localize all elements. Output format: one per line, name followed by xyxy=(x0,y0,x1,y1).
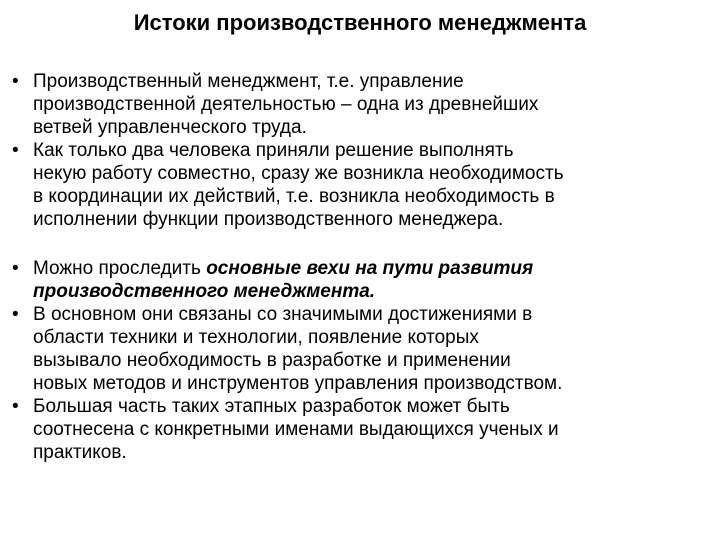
bullet-plain-text: Можно проследить xyxy=(33,258,207,279)
bullet-item xyxy=(0,303,680,395)
bullet-text: Как только два человека приняли решение выполнять некую работу совместно, сразу же возникла необходимость в координации их действий, т.е. возникла необходимость в исполнении функции производственного менеджера. xyxy=(33,140,564,230)
bullet-dot-icon: • xyxy=(12,71,19,92)
bullet-dot-icon: • xyxy=(12,304,19,325)
bullet-item xyxy=(0,70,680,139)
bullet-text xyxy=(33,257,680,303)
bullet-dot-icon: • xyxy=(12,396,19,417)
slide-title: Истоки производственного менеджмента xyxy=(133,10,587,35)
bullet-text: Производственный менеджмент, т.е. управление производственной деятельностью – одна из древнейших ветвей управленческого труда. xyxy=(33,71,539,138)
bullet-list xyxy=(0,70,720,464)
bullet-text: В основном они связаны со значимыми достижениями в области техники и технологии, появление которых вызывало необходимость в разработке и применении новых методов и инструментов управления производством. xyxy=(33,304,563,394)
bullet-item xyxy=(0,395,680,464)
bullet-text: Большая часть таких этапных разработок может быть соотнесена с конкретными именами выдающихся ученых и практиков. xyxy=(33,396,559,463)
bullet-item xyxy=(0,257,680,303)
bullet-item xyxy=(0,139,680,231)
bullet-dot-icon: • xyxy=(12,140,19,161)
spacer xyxy=(0,231,720,257)
bullet-dot-icon: • xyxy=(12,258,19,279)
bullet-emphasis-text: основные вехи на пути развития производственного менеджмента. xyxy=(33,258,534,302)
